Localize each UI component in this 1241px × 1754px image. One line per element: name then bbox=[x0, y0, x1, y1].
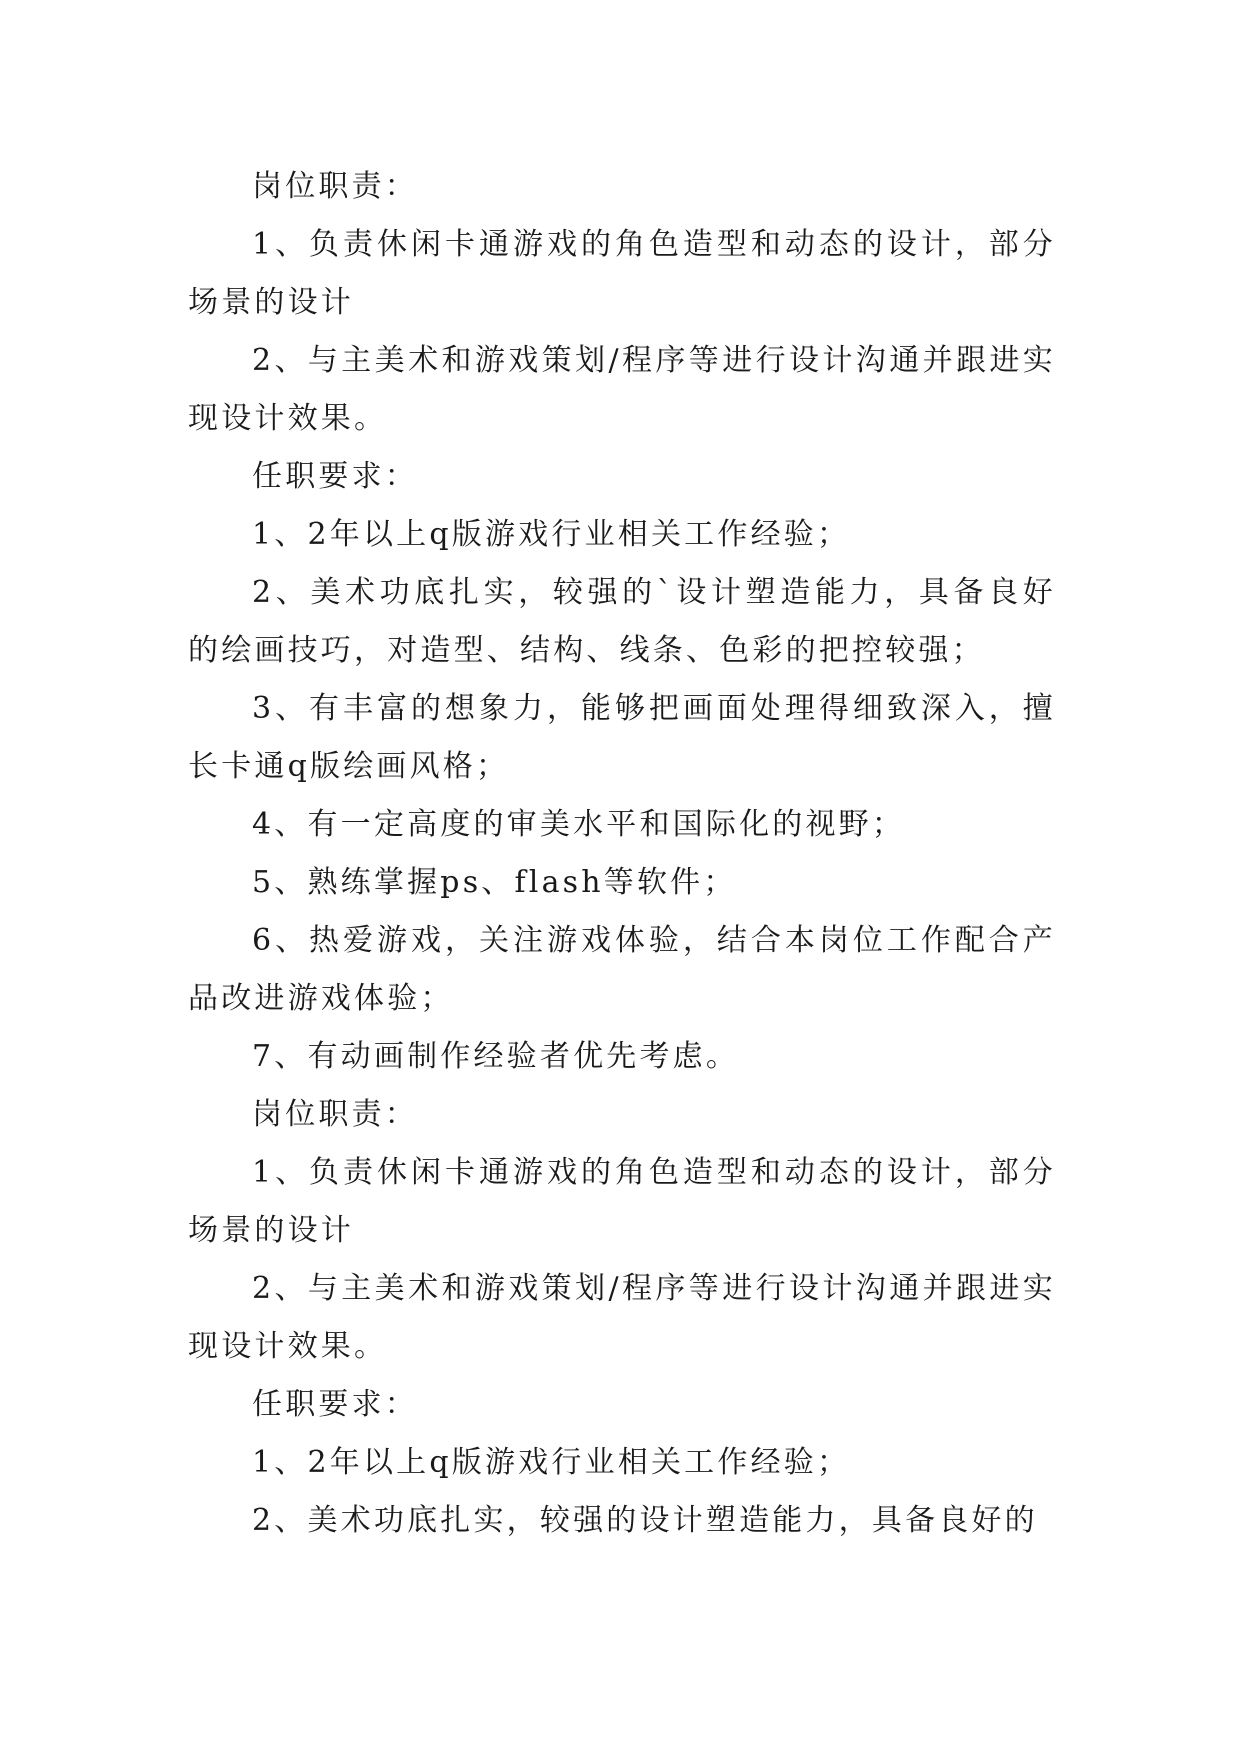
list-item: 3、有丰富的想象力，能够把画面处理得细致深入，擅长卡通q版绘画风格； bbox=[188, 691, 1056, 784]
section-heading-requirements: 任职要求： bbox=[252, 459, 418, 494]
list-item: 1、负责休闲卡通游戏的角色造型和动态的设计，部分场景的设计 bbox=[188, 1155, 1056, 1248]
section-heading-responsibilities: 岗位职责： bbox=[252, 1097, 418, 1132]
section-heading-responsibilities: 岗位职责： bbox=[252, 169, 418, 204]
list-item: 5、熟练掌握ps、flash等软件； bbox=[252, 865, 737, 900]
list-item: 4、有一定高度的审美水平和国际化的视野； bbox=[252, 807, 906, 842]
document-body bbox=[188, 158, 1056, 1550]
list-item: 2、与主美术和游戏策划/程序等进行设计沟通并跟进实现设计效果。 bbox=[188, 343, 1056, 436]
list-item: 1、负责休闲卡通游戏的角色造型和动态的设计，部分场景的设计 bbox=[188, 227, 1056, 320]
section-heading-requirements: 任职要求： bbox=[252, 1387, 418, 1422]
list-item: 7、有动画制作经验者优先考虑。 bbox=[252, 1039, 740, 1074]
list-item: 6、热爱游戏，关注游戏体验，结合本岗位工作配合产品改进游戏体验； bbox=[188, 923, 1056, 1016]
list-item: 1、2年以上q版游戏行业相关工作经验； bbox=[252, 517, 851, 552]
list-item: 1、2年以上q版游戏行业相关工作经验； bbox=[252, 1445, 851, 1480]
list-item: 2、美术功底扎实，较强的`设计塑造能力，具备良好的绘画技巧，对造型、结构、线条、色彩的把控较强； bbox=[188, 575, 1056, 668]
list-item: 2、美术功底扎实，较强的设计塑造能力，具备良好的 bbox=[252, 1503, 1038, 1538]
list-item: 2、与主美术和游戏策划/程序等进行设计沟通并跟进实现设计效果。 bbox=[188, 1271, 1056, 1364]
